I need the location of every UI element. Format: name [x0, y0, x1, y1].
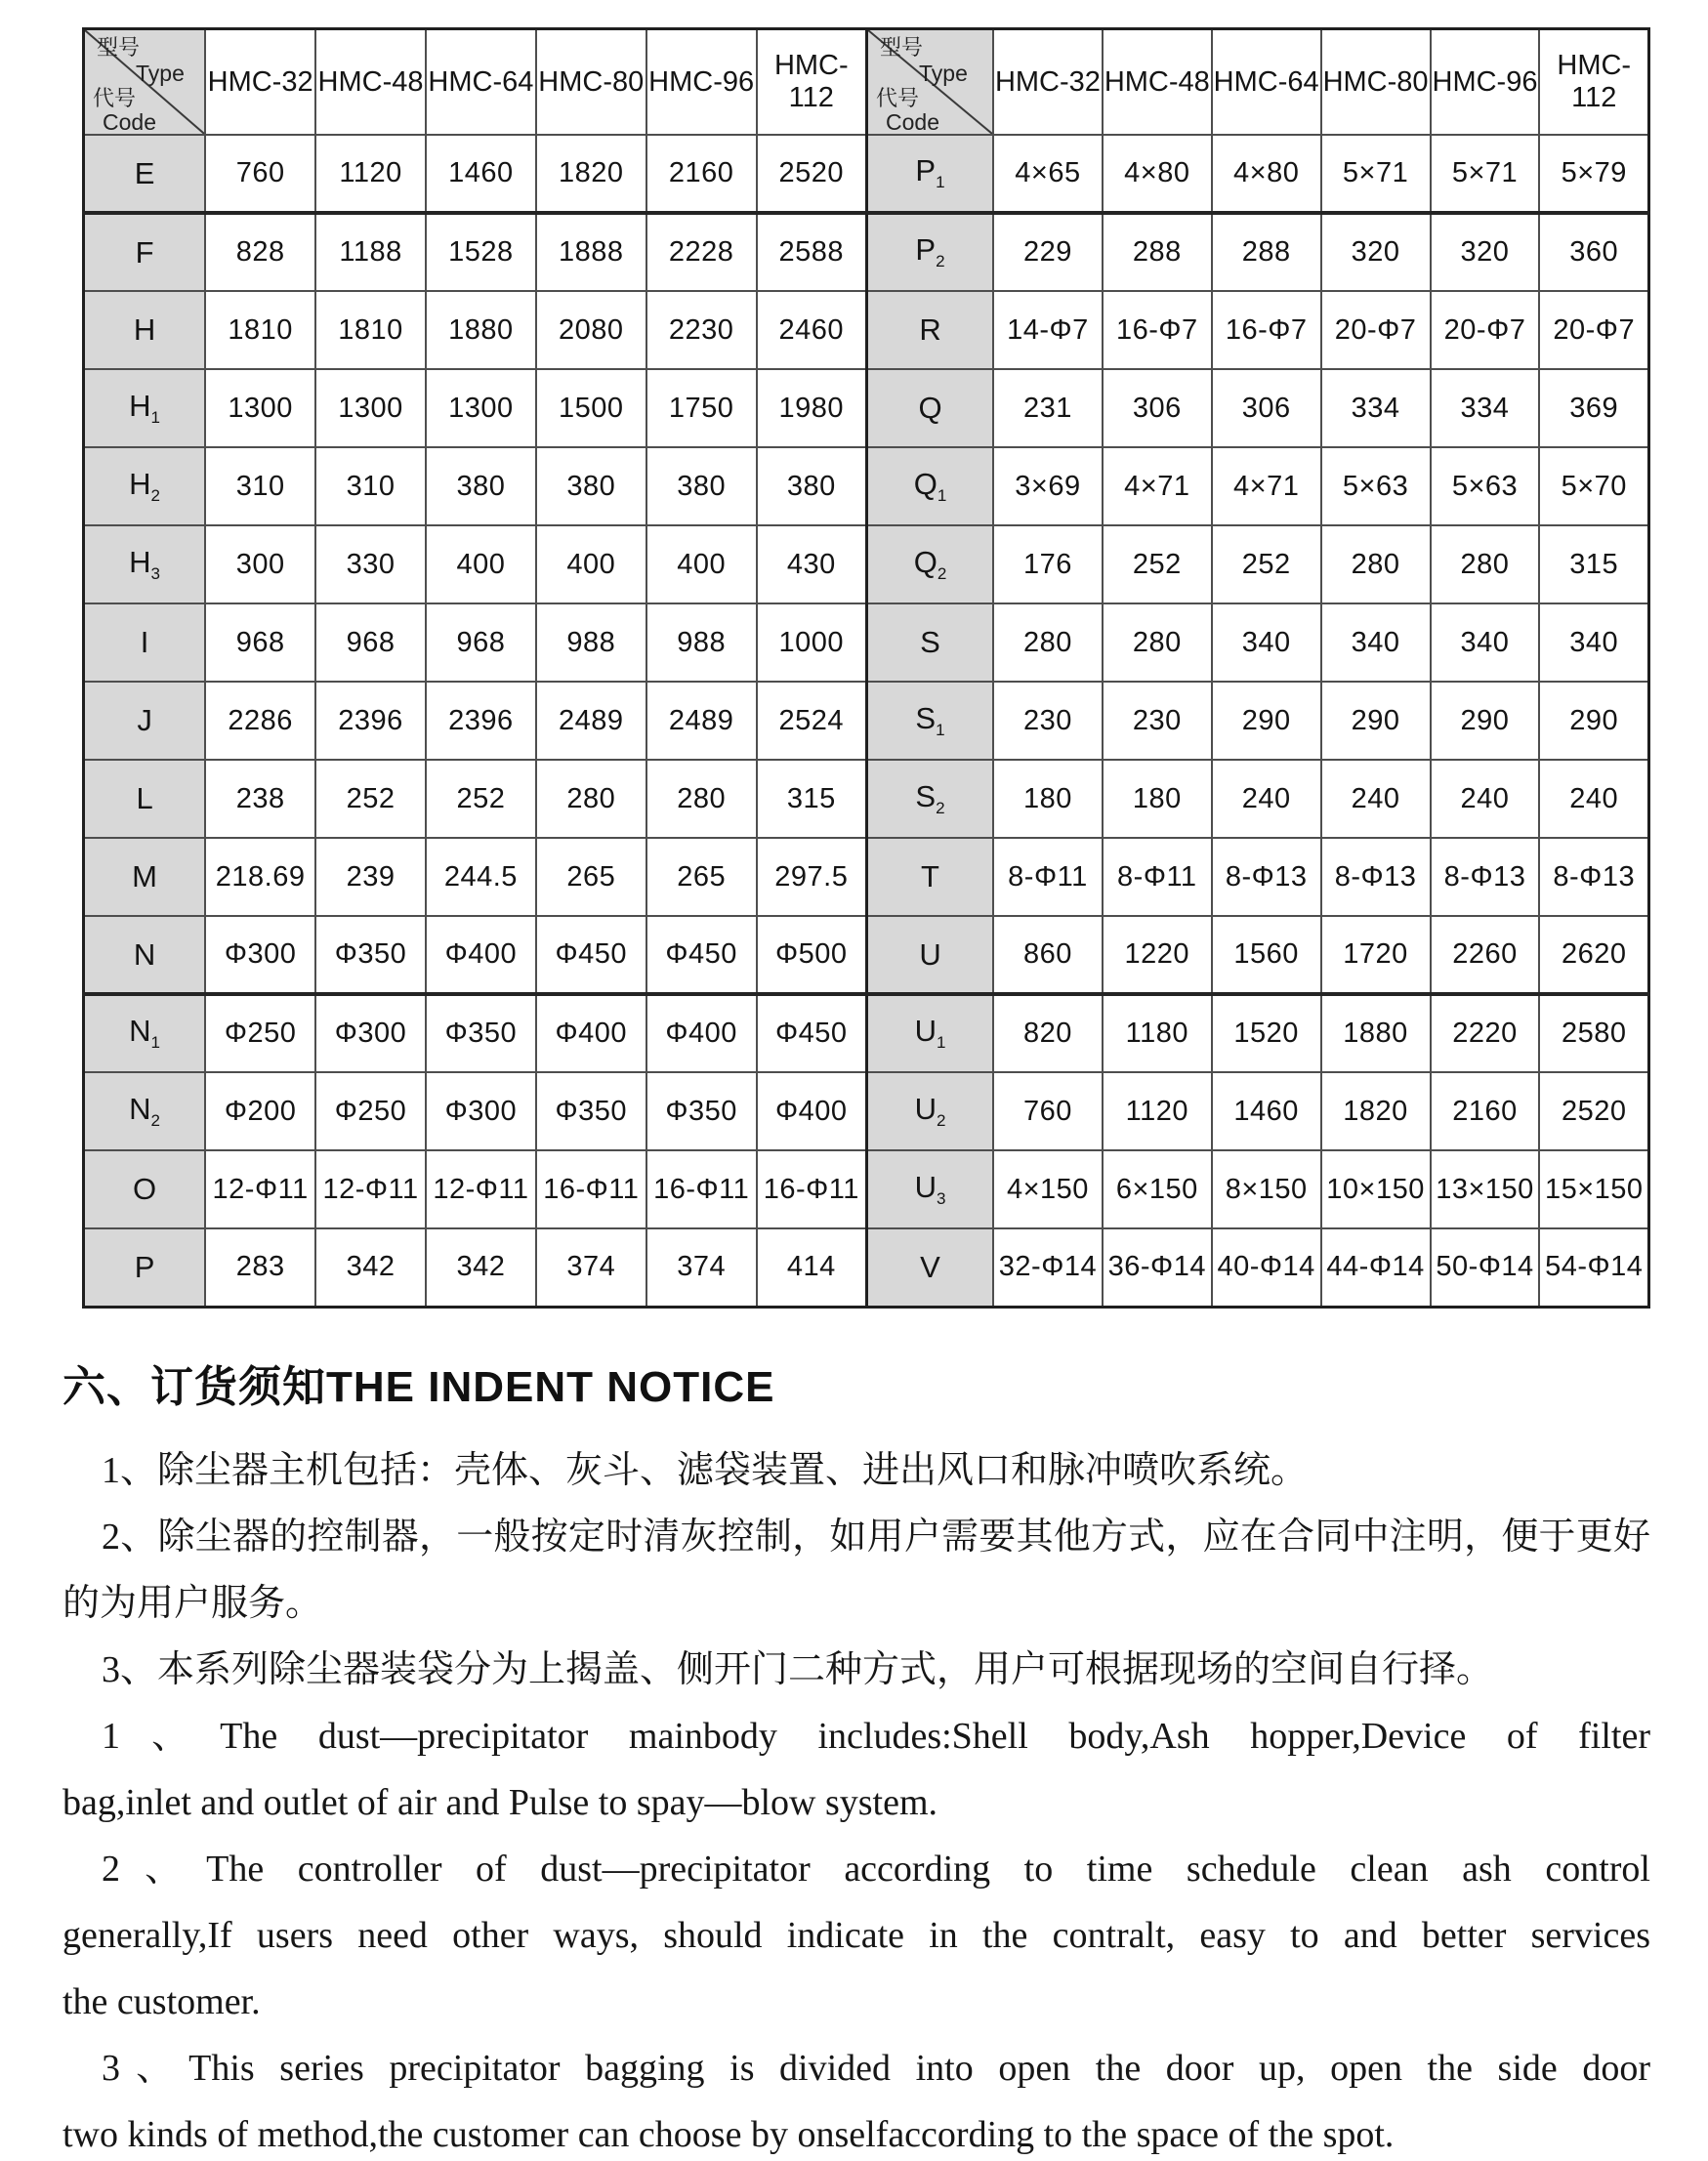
table-cell: 10×150: [1321, 1150, 1431, 1228]
table-cell: Φ500: [757, 916, 867, 994]
dimension-spec-tables: [82, 27, 1650, 1309]
table-cell: 4×80: [1212, 135, 1321, 213]
table-cell: 20-Φ7: [1321, 291, 1431, 369]
table-cell: 265: [646, 838, 757, 916]
corner-code-zh-label: 代号: [93, 86, 137, 110]
paragraph-line: 2、The controller of dust—precipitator according to time schedule clean ash control: [102, 1848, 1650, 1890]
table-cell: 306: [1212, 369, 1321, 447]
type-code-corner-cell: [84, 29, 206, 136]
table-cell: 2520: [1539, 1072, 1648, 1150]
table-cell: 280: [993, 603, 1103, 682]
table-cell: 265: [536, 838, 646, 916]
row-code: P: [84, 1228, 206, 1307]
table-cell: 4×71: [1212, 447, 1321, 525]
paragraph-zh-3: [62, 1637, 1650, 1703]
row-code: $P_2$: [867, 213, 994, 291]
table-cell: 50-Φ14: [1431, 1228, 1540, 1307]
table-cell: 16-Φ11: [757, 1150, 867, 1228]
table-cell: 1300: [205, 369, 315, 447]
table-cell: 1000: [757, 603, 867, 682]
table-row: [84, 1072, 867, 1150]
table-cell: 968: [426, 603, 536, 682]
table-cell: 820: [993, 994, 1103, 1072]
table-cell: 320: [1431, 213, 1540, 291]
table-cell: 310: [205, 447, 315, 525]
table-cell: 2524: [757, 682, 867, 760]
table-cell: Φ350: [426, 994, 536, 1072]
table-cell: 240: [1212, 760, 1321, 838]
table-cell: 760: [205, 135, 315, 213]
table-cell: Φ400: [426, 916, 536, 994]
table-cell: 8-Φ13: [1539, 838, 1648, 916]
table-cell: 2160: [646, 135, 757, 213]
table-cell: 290: [1431, 682, 1540, 760]
table-cell: 280: [1103, 603, 1212, 682]
row-code: H: [84, 291, 206, 369]
table-cell: 4×65: [993, 135, 1103, 213]
table-cell: 760: [993, 1072, 1103, 1150]
table-cell: 380: [757, 447, 867, 525]
table-cell: 36-Φ14: [1103, 1228, 1212, 1307]
table-cell: 290: [1539, 682, 1648, 760]
table-row: [867, 603, 1649, 682]
table-cell: 334: [1321, 369, 1431, 447]
paragraph-line: the customer.: [62, 1980, 261, 2022]
table-cell: 315: [757, 760, 867, 838]
table-cell: 2489: [536, 682, 646, 760]
table-cell: 430: [757, 525, 867, 603]
table-cell: 180: [993, 760, 1103, 838]
table-cell: Φ350: [536, 1072, 646, 1150]
table-row: [84, 1228, 867, 1307]
table-cell: 252: [315, 760, 426, 838]
table-cell: 252: [1103, 525, 1212, 603]
table-cell: 8×150: [1212, 1150, 1321, 1228]
corner-type-zh-label: 型号: [97, 35, 141, 60]
table-cell: 280: [1321, 525, 1431, 603]
paragraph-line: bag,inlet and outlet of air and Pulse to spay—blow system.: [62, 1781, 938, 1823]
column-header: HMC-48: [315, 29, 426, 136]
corner-type-en-label: Type: [136, 61, 185, 86]
table-cell: 310: [315, 447, 426, 525]
table-row: [84, 291, 867, 369]
table-cell: 860: [993, 916, 1103, 994]
table-cell: 1880: [426, 291, 536, 369]
table-cell: 1300: [315, 369, 426, 447]
corner-code-en-label: Code: [103, 109, 156, 135]
table-cell: 44-Φ14: [1321, 1228, 1431, 1307]
table-cell: 1220: [1103, 916, 1212, 994]
table-cell: 240: [1539, 760, 1648, 838]
column-header: HMC-112: [1539, 29, 1648, 136]
table-cell: 6×150: [1103, 1150, 1212, 1228]
table-cell: Φ350: [315, 916, 426, 994]
table-cell: 288: [1103, 213, 1212, 291]
table-cell: 315: [1539, 525, 1648, 603]
table-cell: 1120: [1103, 1072, 1212, 1150]
table-cell: 297.5: [757, 838, 867, 916]
table-cell: 8-Φ13: [1431, 838, 1540, 916]
row-code: $P_1$: [867, 135, 994, 213]
paragraph-en-1: [62, 1703, 1650, 1836]
table-cell: 1300: [426, 369, 536, 447]
table-cell: Φ450: [646, 916, 757, 994]
table-cell: 40-Φ14: [1212, 1228, 1321, 1307]
table-cell: 1188: [315, 213, 426, 291]
table-cell: 342: [426, 1228, 536, 1307]
row-code: T: [867, 838, 994, 916]
table-row: [84, 760, 867, 838]
row-code: $H_1$: [84, 369, 206, 447]
table-cell: 15×150: [1539, 1150, 1648, 1228]
table-row: [867, 838, 1649, 916]
table-cell: 3×69: [993, 447, 1103, 525]
table-cell: 320: [1321, 213, 1431, 291]
row-code: $S_2$: [867, 760, 994, 838]
section-heading: 六、订货须知THE INDENT NOTICE: [62, 1362, 775, 1411]
table-row: [867, 916, 1649, 994]
row-code: $H_3$: [84, 525, 206, 603]
table-cell: 1810: [315, 291, 426, 369]
table-cell: 12-Φ11: [315, 1150, 426, 1228]
table-cell: Φ300: [315, 994, 426, 1072]
table-cell: 2620: [1539, 916, 1648, 994]
table-cell: 16-Φ7: [1103, 291, 1212, 369]
table-row: [84, 994, 867, 1072]
table-cell: 8-Φ13: [1212, 838, 1321, 916]
table-cell: 340: [1321, 603, 1431, 682]
table-cell: 2520: [757, 135, 867, 213]
table-cell: 230: [1103, 682, 1212, 760]
table-row: [867, 1150, 1649, 1228]
row-code: $U_2$: [867, 1072, 994, 1150]
table-cell: 176: [993, 525, 1103, 603]
table-cell: 2580: [1539, 994, 1648, 1072]
paragraph-line: generally,If users need other ways, should indicate in the contralt, easy to and better services: [62, 1914, 1650, 1956]
column-header: HMC-32: [993, 29, 1103, 136]
table-cell: 218.69: [205, 838, 315, 916]
table-cell: 54-Φ14: [1539, 1228, 1648, 1307]
table-cell: Φ300: [205, 916, 315, 994]
table-cell: 280: [536, 760, 646, 838]
table-cell: 2220: [1431, 994, 1540, 1072]
row-code: R: [867, 291, 994, 369]
table-cell: 1810: [205, 291, 315, 369]
table-cell: 374: [536, 1228, 646, 1307]
table-cell: 828: [205, 213, 315, 291]
column-header: HMC-96: [646, 29, 757, 136]
column-header: HMC-64: [426, 29, 536, 136]
table-cell: 340: [1431, 603, 1540, 682]
row-code: $S_1$: [867, 682, 994, 760]
table-cell: 244.5: [426, 838, 536, 916]
table-cell: 1750: [646, 369, 757, 447]
table-cell: 340: [1212, 603, 1321, 682]
row-code: I: [84, 603, 206, 682]
table-cell: 2260: [1431, 916, 1540, 994]
row-code: $N_2$: [84, 1072, 206, 1150]
table-row: [84, 447, 867, 525]
table-cell: 12-Φ11: [426, 1150, 536, 1228]
table-cell: 4×80: [1103, 135, 1212, 213]
table-cell: 229: [993, 213, 1103, 291]
paragraph-line: 3、This series precipitator bagging is divided into open the door up, open the side door: [102, 2047, 1650, 2089]
table-cell: 1120: [315, 135, 426, 213]
table-cell: 1720: [1321, 916, 1431, 994]
table-cell: 5×63: [1431, 447, 1540, 525]
table-row: [84, 838, 867, 916]
row-code: $N_1$: [84, 994, 206, 1072]
row-code: O: [84, 1150, 206, 1228]
table-cell: 2286: [205, 682, 315, 760]
corner-type-en-label: Type: [919, 61, 968, 86]
table-cell: 239: [315, 838, 426, 916]
table-cell: 4×71: [1103, 447, 1212, 525]
paragraph-en-2: [62, 1836, 1650, 2035]
table-cell: 380: [426, 447, 536, 525]
table-cell: 2160: [1431, 1072, 1540, 1150]
table-cell: 1820: [1321, 1072, 1431, 1150]
table-row: [84, 135, 867, 213]
row-code: F: [84, 213, 206, 291]
table-cell: 20-Φ7: [1431, 291, 1540, 369]
table-cell: 968: [315, 603, 426, 682]
table-row: [867, 213, 1649, 291]
table-cell: 1888: [536, 213, 646, 291]
type-code-corner-cell: [867, 29, 994, 136]
table-cell: 380: [536, 447, 646, 525]
table-cell: 12-Φ11: [205, 1150, 315, 1228]
column-header: HMC-96: [1431, 29, 1540, 136]
table-cell: Φ400: [536, 994, 646, 1072]
row-code: N: [84, 916, 206, 994]
table-cell: 230: [993, 682, 1103, 760]
table-cell: 334: [1431, 369, 1540, 447]
column-header: HMC-48: [1103, 29, 1212, 136]
table-row: [84, 916, 867, 994]
table-cell: 2230: [646, 291, 757, 369]
table-cell: 2588: [757, 213, 867, 291]
paragraph-line: two kinds of method,the customer can choose by onselfaccording to the space of the spot.: [62, 2113, 1395, 2155]
row-code: $H_2$: [84, 447, 206, 525]
row-code: $U_1$: [867, 994, 994, 1072]
table-cell: 16-Φ7: [1212, 291, 1321, 369]
table-cell: 5×79: [1539, 135, 1648, 213]
table-cell: 1460: [426, 135, 536, 213]
header-row: [84, 29, 867, 136]
table-cell: Φ300: [426, 1072, 536, 1150]
table-row: [84, 213, 867, 291]
table-row: [84, 369, 867, 447]
paragraph-en-3: [62, 2035, 1650, 2161]
table-cell: 288: [1212, 213, 1321, 291]
table-cell: 1880: [1321, 994, 1431, 1072]
table-cell: 16-Φ11: [536, 1150, 646, 1228]
table-cell: 1460: [1212, 1072, 1321, 1150]
table-cell: 240: [1321, 760, 1431, 838]
table-cell: 2396: [315, 682, 426, 760]
table-row: [867, 369, 1649, 447]
row-code: L: [84, 760, 206, 838]
notice-paragraphs: [62, 1437, 1650, 2161]
table-cell: 8-Φ13: [1321, 838, 1431, 916]
table-cell: 330: [315, 525, 426, 603]
table-row: [867, 1228, 1649, 1307]
table-cell: 5×70: [1539, 447, 1648, 525]
table-cell: 240: [1431, 760, 1540, 838]
table-cell: 238: [205, 760, 315, 838]
table-row: [867, 135, 1649, 213]
table-cell: 2489: [646, 682, 757, 760]
table-cell: 290: [1321, 682, 1431, 760]
table-row: [867, 447, 1649, 525]
corner-type-zh-label: 型号: [880, 35, 924, 60]
table-cell: 2080: [536, 291, 646, 369]
table-cell: 2228: [646, 213, 757, 291]
row-code: J: [84, 682, 206, 760]
row-code: U: [867, 916, 994, 994]
table-row: [84, 682, 867, 760]
table-cell: 280: [1431, 525, 1540, 603]
spec-table-left: [82, 27, 868, 1309]
paragraph-zh-1: [62, 1437, 1650, 1504]
table-cell: 342: [315, 1228, 426, 1307]
column-header: HMC-112: [757, 29, 867, 136]
paragraph-line: 3、本系列除尘器装袋分为上揭盖、侧开门二种方式，用户可根据现场的空间自行择。: [102, 1648, 1494, 1690]
table-cell: 32-Φ14: [993, 1228, 1103, 1307]
table-cell: 988: [536, 603, 646, 682]
table-cell: Φ400: [757, 1072, 867, 1150]
column-header: HMC-64: [1212, 29, 1321, 136]
table-row: [867, 994, 1649, 1072]
table-cell: Φ250: [315, 1072, 426, 1150]
table-cell: 4×150: [993, 1150, 1103, 1228]
table-cell: Φ450: [536, 916, 646, 994]
table-cell: 5×63: [1321, 447, 1431, 525]
column-header: HMC-32: [205, 29, 315, 136]
table-cell: 1820: [536, 135, 646, 213]
row-code: $Q_2$: [867, 525, 994, 603]
table-cell: 1500: [536, 369, 646, 447]
table-cell: 380: [646, 447, 757, 525]
table-cell: 2396: [426, 682, 536, 760]
table-cell: 1980: [757, 369, 867, 447]
table-cell: 340: [1539, 603, 1648, 682]
table-cell: 180: [1103, 760, 1212, 838]
table-row: [867, 760, 1649, 838]
table-cell: 369: [1539, 369, 1648, 447]
corner-code-en-label: Code: [886, 109, 939, 135]
table-cell: 988: [646, 603, 757, 682]
table-row: [867, 291, 1649, 369]
paragraph-line: 2、除尘器的控制器，一般按定时清灰控制，如用户需要其他方式，应在合同中注明，便于更好: [102, 1516, 1650, 1558]
paragraph-zh-2: [62, 1504, 1650, 1637]
paragraph-line: 1、The dust—precipitator mainbody includes:Shell body,Ash hopper,Device of filter: [102, 1715, 1650, 1757]
table-cell: 5×71: [1321, 135, 1431, 213]
table-cell: 252: [426, 760, 536, 838]
table-cell: 360: [1539, 213, 1648, 291]
table-cell: 414: [757, 1228, 867, 1307]
row-code: V: [867, 1228, 994, 1307]
table-cell: Φ400: [646, 994, 757, 1072]
table-cell: 300: [205, 525, 315, 603]
table-cell: 13×150: [1431, 1150, 1540, 1228]
table-cell: 400: [426, 525, 536, 603]
table-cell: 14-Φ7: [993, 291, 1103, 369]
paragraph-line: 1、除尘器主机包括：壳体、灰斗、滤袋装置、进出风口和脉冲喷吹系统。: [102, 1449, 1309, 1491]
table-cell: Φ450: [757, 994, 867, 1072]
table-cell: 400: [646, 525, 757, 603]
row-code: $U_3$: [867, 1150, 994, 1228]
table-cell: 1180: [1103, 994, 1212, 1072]
table-cell: 231: [993, 369, 1103, 447]
table-row: [84, 603, 867, 682]
table-cell: 252: [1212, 525, 1321, 603]
table-cell: 283: [205, 1228, 315, 1307]
row-code: $Q_1$: [867, 447, 994, 525]
row-code: E: [84, 135, 206, 213]
paragraph-line: 的为用户服务。: [62, 1582, 323, 1624]
row-code: S: [867, 603, 994, 682]
table-cell: 280: [646, 760, 757, 838]
table-cell: Φ250: [205, 994, 315, 1072]
row-code: M: [84, 838, 206, 916]
table-cell: Φ350: [646, 1072, 757, 1150]
table-cell: 2460: [757, 291, 867, 369]
table-row: [867, 1072, 1649, 1150]
column-header: HMC-80: [1321, 29, 1431, 136]
corner-code-zh-label: 代号: [876, 86, 920, 110]
spec-table-right: [865, 27, 1650, 1309]
table-cell: 16-Φ11: [646, 1150, 757, 1228]
table-cell: 400: [536, 525, 646, 603]
column-header: HMC-80: [536, 29, 646, 136]
table-row: [867, 525, 1649, 603]
table-cell: Φ200: [205, 1072, 315, 1150]
table-cell: 8-Φ11: [1103, 838, 1212, 916]
table-cell: 5×71: [1431, 135, 1540, 213]
table-cell: 20-Φ7: [1539, 291, 1648, 369]
table-row: [867, 682, 1649, 760]
table-cell: 968: [205, 603, 315, 682]
table-cell: 290: [1212, 682, 1321, 760]
table-cell: 1528: [426, 213, 536, 291]
table-cell: 8-Φ11: [993, 838, 1103, 916]
table-row: [84, 525, 867, 603]
table-row: [84, 1150, 867, 1228]
table-cell: 1520: [1212, 994, 1321, 1072]
row-code: Q: [867, 369, 994, 447]
table-cell: 1560: [1212, 916, 1321, 994]
table-cell: 374: [646, 1228, 757, 1307]
header-row: [867, 29, 1649, 136]
table-cell: 306: [1103, 369, 1212, 447]
